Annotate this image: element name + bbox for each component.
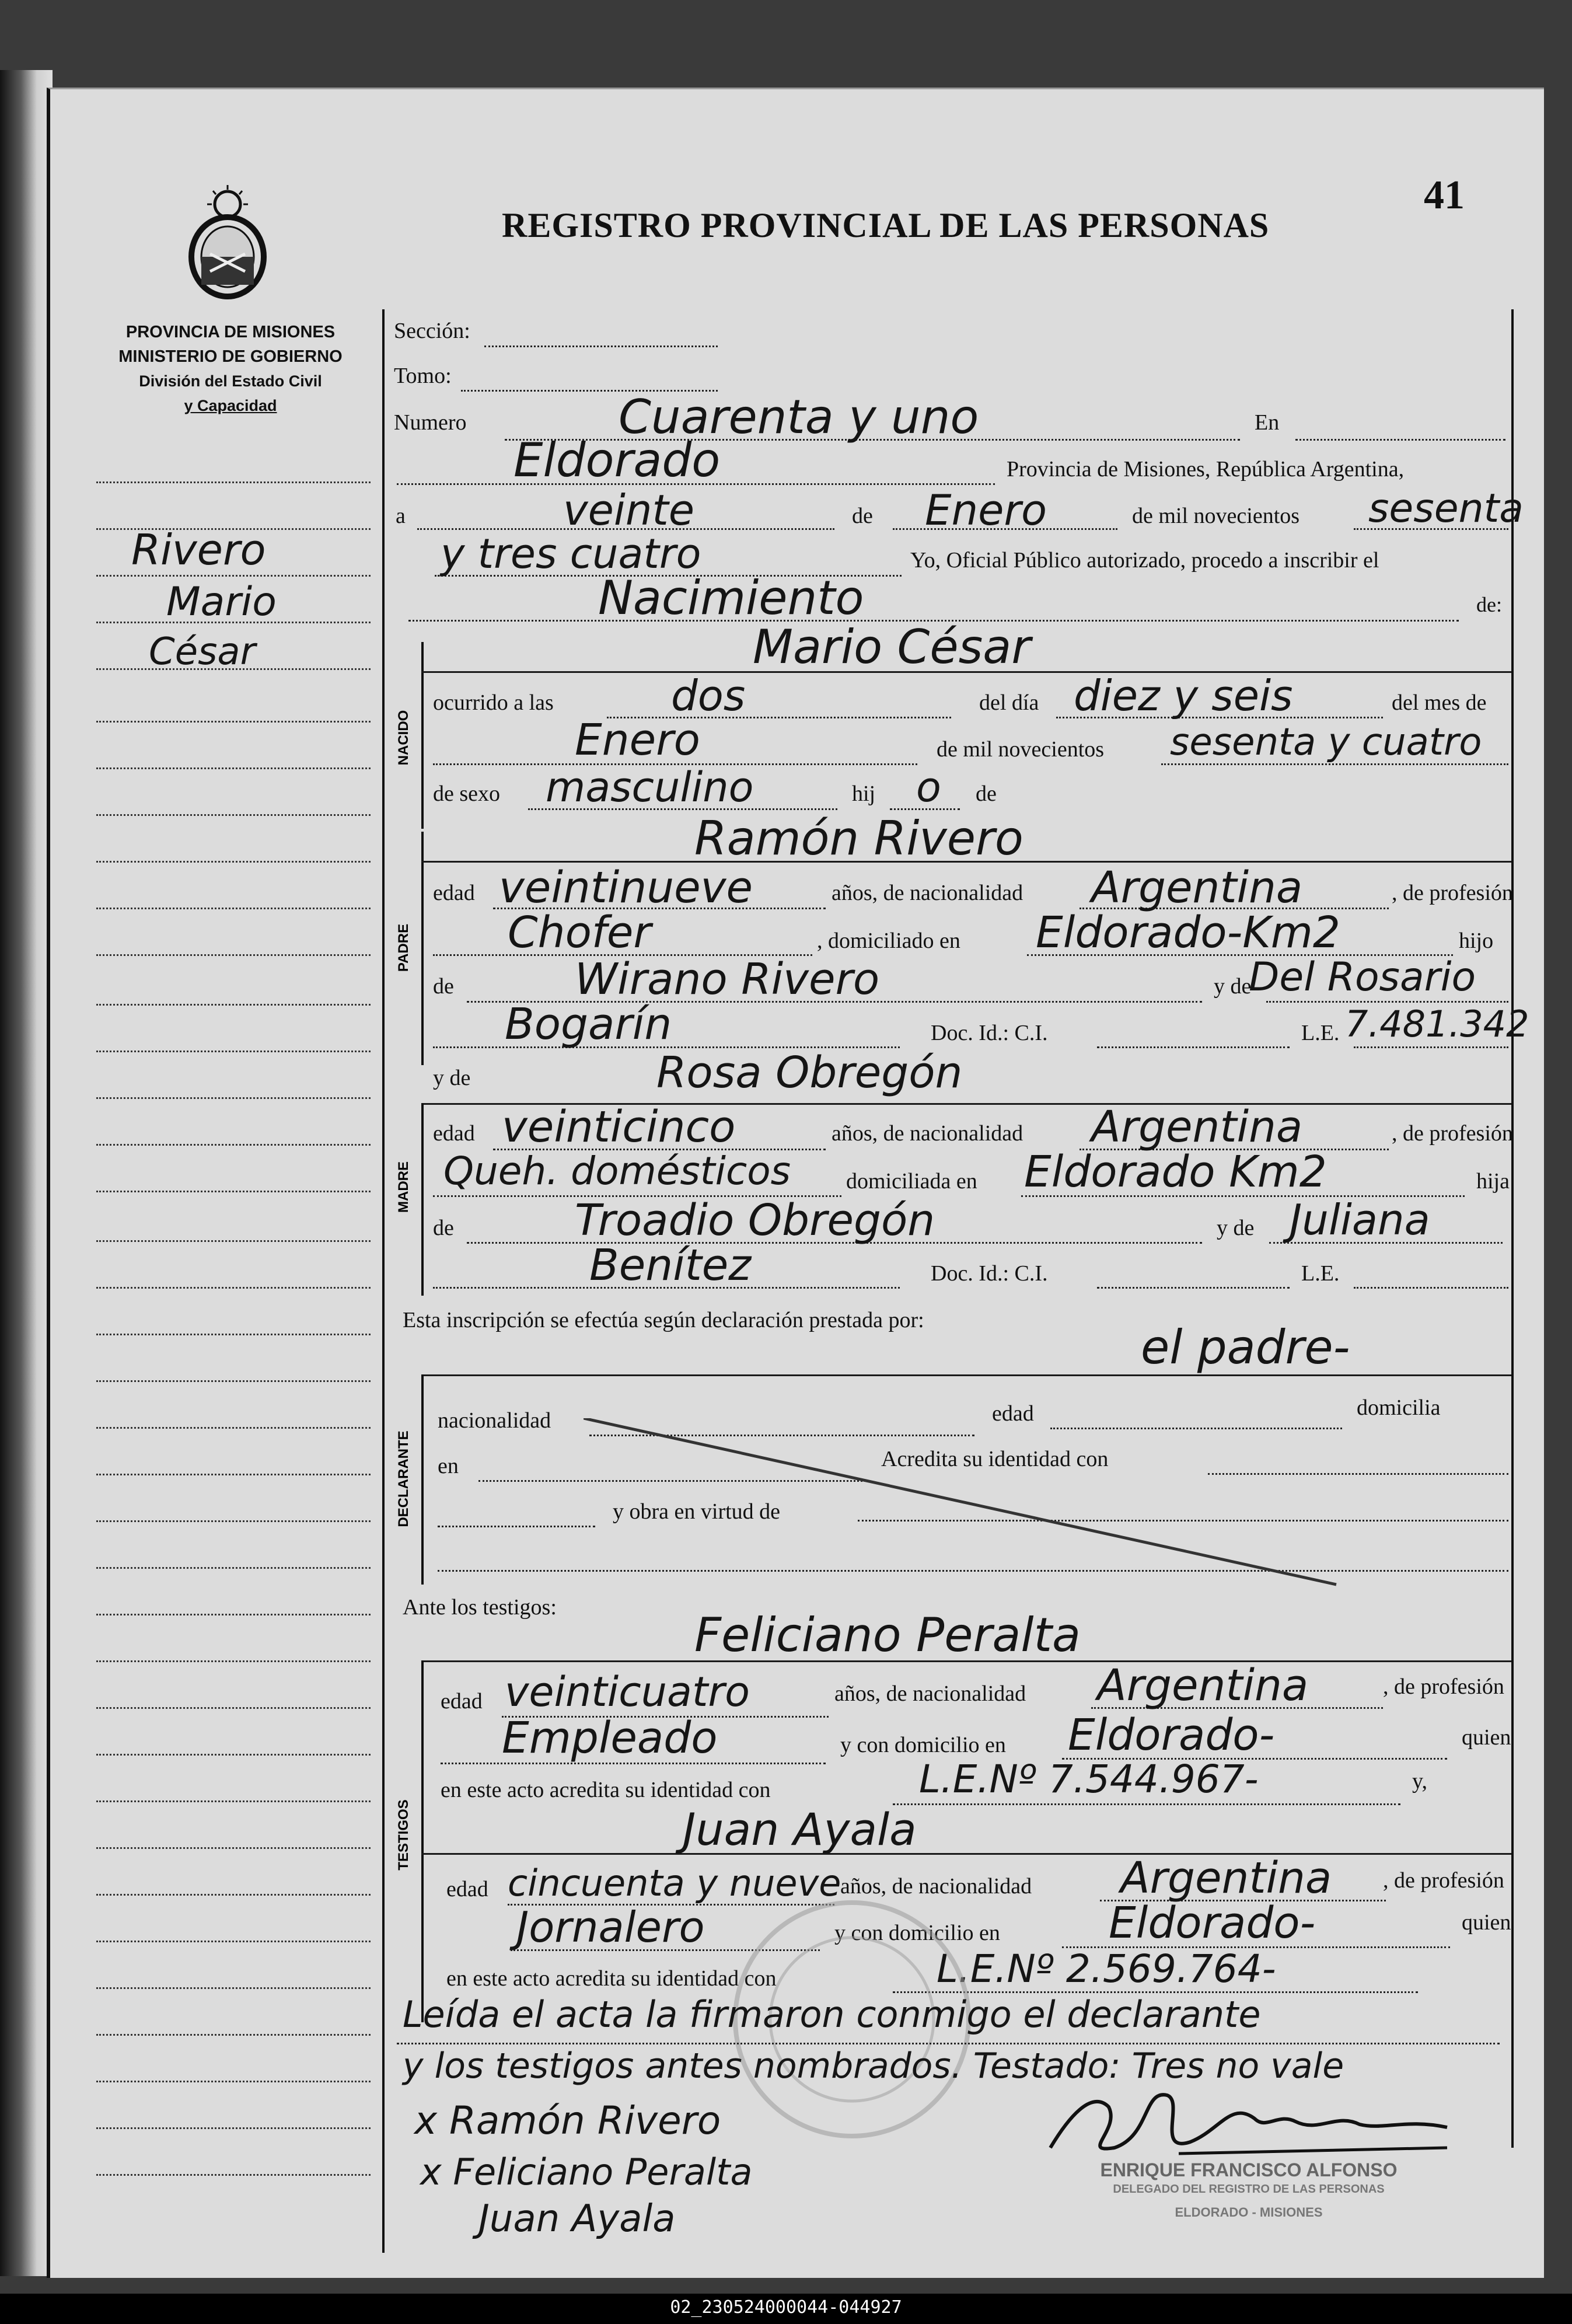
numero-value: Cuarenta y uno [619, 390, 979, 444]
closing-rule-1 [397, 2043, 1500, 2044]
margin-line [96, 1427, 371, 1429]
office-ministry: MINISTERIO DE GOBIERNO [118, 347, 343, 366]
closing-line-2: y los testigos antes nombrados. Testado: Tres no vale [403, 2046, 1344, 2086]
padre-doc-label: Doc. Id.: C.I. [931, 1021, 1048, 1045]
de-label: de [852, 504, 873, 528]
official-signature [1044, 2066, 1453, 2171]
madre-nac-value: Argentina [1091, 1102, 1303, 1152]
declarante-blank-field[interactable] [438, 1526, 595, 1527]
madre-yde-label2: y de [1217, 1216, 1255, 1240]
padre-mother-name: Del Rosario [1249, 954, 1476, 1000]
margin-line [96, 1660, 371, 1662]
margin-line [96, 2127, 371, 2129]
margin-line [96, 1847, 371, 1849]
testigo2-prof-label: , de profesión [1383, 1868, 1504, 1893]
nacido-name: Mario César [753, 620, 1031, 674]
madre-le-field[interactable] [1354, 1287, 1508, 1289]
act-type-value: Nacimiento [598, 571, 864, 625]
oficial-text: Yo, Oficial Público autorizado, procedo a inscribir el [910, 548, 1379, 573]
margin-line [96, 1707, 371, 1709]
madre-hija-label: hija [1476, 1169, 1510, 1194]
provincia-text: Provincia de Misiones, República Argentina, [1007, 457, 1405, 481]
padre-yde-label: y de [1214, 974, 1252, 999]
margin-line [96, 1004, 371, 1006]
year-value-2: y tres cuatro [441, 530, 701, 578]
margin-line [96, 814, 371, 816]
margin-line [96, 1144, 371, 1146]
margin-line [96, 861, 371, 863]
margin-line [96, 767, 371, 769]
margin-line [96, 908, 371, 909]
testigo2-dom-value: Eldorado- [1109, 1898, 1316, 1948]
margin-line [96, 1380, 371, 1382]
declarante-nac-label: nacionalidad [438, 1408, 551, 1433]
cancellation-stroke [584, 1418, 1342, 1587]
madre-dom-value: Eldorado Km2 [1024, 1147, 1327, 1197]
ocurrido-label: ocurrido a las [433, 690, 554, 715]
padre-dom-label: , domiciliado en [817, 929, 960, 953]
madre-father-name: Troadio Obregón [575, 1195, 935, 1245]
declarante-intro: Esta inscripción se efectúa según declaración prestada por: [403, 1308, 924, 1332]
image-id: 02_230524000044-044927 [670, 2297, 902, 2318]
testigo1-acredita-field[interactable] [893, 1803, 1400, 1805]
padre-frame [421, 832, 424, 1065]
official-stamp-title: DELEGADO DEL REGISTRO DE LAS PERSONAS [1113, 2183, 1385, 2196]
testigo2-nac-label: años, de nacionalidad [840, 1874, 1032, 1899]
book-binding [0, 70, 53, 2276]
declarante-section-label: DECLARANTE [396, 1430, 411, 1527]
margin-line [96, 1614, 371, 1615]
padre-edad-value: veintinueve [499, 863, 753, 913]
margin-line [96, 721, 371, 723]
madre-ci-field[interactable] [1097, 1287, 1290, 1289]
argentine-coat-of-arms-icon [181, 184, 274, 301]
madre-mother-surname: Benítez [589, 1240, 752, 1290]
madre-frame [421, 1103, 424, 1296]
declarante-obra-label: y obra en virtud de [613, 1499, 781, 1524]
declarante-edad-label: edad [992, 1401, 1034, 1426]
seccion-field[interactable] [484, 346, 718, 347]
del-mes-label: del mes de [1392, 690, 1487, 715]
signature-testigo-1: x Feliciano Peralta [420, 2151, 753, 2193]
madre-name: Rosa Obregón [656, 1048, 963, 1098]
tomo-label: Tomo: [394, 364, 452, 388]
testigos-frame [421, 1660, 424, 2022]
month-value: Enero [925, 486, 1047, 535]
testigo2-rule [421, 1853, 1511, 1855]
margin-line [96, 575, 371, 577]
madre-doc-label: Doc. Id.: C.I. [931, 1261, 1048, 1286]
testigo1-prof-value: Empleado [502, 1713, 718, 1763]
official-stamp-name: ENRIQUE FRANCISCO ALFONSO [1100, 2159, 1398, 2180]
padre-ci-field[interactable] [1097, 1046, 1290, 1048]
year-text: de mil novecientos [1132, 504, 1300, 528]
margin-line [96, 2174, 371, 2176]
testigo1-edad-label: edad [441, 1689, 483, 1714]
madre-de-label: de [433, 1216, 454, 1240]
day-value: veinte [563, 486, 695, 535]
margin-second-name: César [149, 630, 256, 674]
main-frame-right [1511, 309, 1514, 2148]
de-colon: de: [1476, 593, 1502, 616]
seccion-label: Sección: [394, 319, 470, 343]
madre-le-label: L.E. [1301, 1261, 1340, 1286]
padre-name: Ramón Rivero [694, 811, 1023, 866]
testigo1-nac-value: Argentina [1097, 1660, 1309, 1711]
margin-line [96, 1520, 371, 1522]
padre-prof-value: Chofer [508, 908, 651, 958]
en-field[interactable] [1295, 439, 1505, 441]
padre-nac-label: años, de nacionalidad [832, 881, 1023, 905]
padre-le-field[interactable] [1354, 1046, 1508, 1048]
testigo2-edad-label: edad [446, 1877, 488, 1901]
padre-edad-label: edad [433, 881, 475, 905]
hij-value: o [916, 763, 941, 811]
signature-testigo-2: Juan Ayala [478, 2197, 676, 2241]
signature-padre: x Ramón Rivero [414, 2098, 721, 2143]
testigo1-nac-label: años, de nacionalidad [834, 1681, 1026, 1706]
testigos-section-label: TESTIGOS [396, 1799, 411, 1871]
birth-year-text: de mil novecientos [937, 737, 1105, 762]
nacido-frame [421, 642, 424, 829]
declarante-acredita-label: Acredita su identidad con [881, 1447, 1109, 1471]
testigo1-acredita-label: en este acto acredita su identidad con [441, 1778, 771, 1802]
madre-nac-label: años, de nacionalidad [832, 1121, 1023, 1146]
testigo2-quien: quien [1462, 1910, 1511, 1935]
sexo-label: de sexo [433, 781, 501, 806]
margin-first-name: Mario [166, 579, 277, 625]
declarante-rule [421, 1374, 1511, 1376]
padre-de-label: de [433, 974, 454, 999]
declarante-en-label: en [438, 1454, 459, 1478]
sexo-value: masculino [546, 763, 754, 811]
nacido-section-label: NACIDO [396, 710, 411, 766]
place-value: Eldorado [513, 433, 721, 487]
testigo1-dom-label: y con domicilio en [840, 1733, 1006, 1757]
office-block [88, 320, 373, 418]
testigo1-edad-value: veinticuatro [505, 1668, 750, 1716]
testigo1-y: y, [1412, 1769, 1428, 1793]
testigo1-acredita-value: L.E.Nº 7.544.967- [919, 1757, 1259, 1802]
madre-edad-value: veinticinco [502, 1102, 736, 1152]
margin-line [96, 1987, 371, 1989]
hij-label: hij [852, 781, 876, 806]
en-label: En [1255, 410, 1280, 435]
year-value: sesenta [1368, 486, 1524, 532]
padre-father-name: Wirano Rivero [575, 954, 880, 1004]
testigo2-edad-value: cincuenta y nueve [508, 1862, 841, 1904]
margin-line [96, 1240, 371, 1242]
office-capacity: y Capacidad [184, 397, 277, 414]
nacido-de-label: de [976, 781, 997, 806]
padre-le-label: L.E. [1301, 1021, 1340, 1045]
madre-dom-label: domiciliada en [846, 1169, 977, 1194]
testigo2-prof-value: Jornalero [516, 1903, 705, 1952]
padre-dom-value: Eldorado-Km2 [1036, 908, 1340, 958]
padre-mother-surname: Bogarín [505, 999, 672, 1049]
testigo1-quien: quien [1462, 1725, 1511, 1750]
margin-line [96, 2034, 371, 2036]
hour-value: dos [671, 671, 746, 720]
testigo2-acredita-label: en este acto acredita su identidad con [446, 1966, 777, 1991]
margin-line [96, 1567, 371, 1569]
margin-line [96, 1191, 371, 1192]
padre-section-label: PADRE [396, 923, 411, 972]
declarante-frame [421, 1374, 424, 1585]
birth-month-value: Enero [575, 715, 700, 765]
testigo2-dom-label: y con domicilio en [834, 1921, 1000, 1945]
margin-line [96, 1941, 371, 1942]
page-number: 41 [1424, 173, 1465, 218]
padre-prof-label: , de profesión [1392, 881, 1513, 905]
main-frame-left [382, 309, 385, 2253]
margin-line [96, 481, 371, 483]
testigos-intro: Ante los testigos: [403, 1595, 557, 1620]
madre-edad-label: edad [433, 1121, 475, 1146]
testigo1-dom-value: Eldorado- [1068, 1710, 1275, 1760]
testigo2-acredita-value: L.E.Nº 2.569.764- [937, 1946, 1276, 1991]
margin-line [96, 1474, 371, 1475]
birth-year-value: sesenta y cuatro [1170, 721, 1482, 764]
margin-line [96, 1894, 371, 1896]
madre-prof-label: , de profesión [1392, 1121, 1513, 1146]
birth-day-value: diez y seis [1074, 671, 1293, 720]
padre-hijo-label: hijo [1459, 929, 1494, 953]
madre-yde-label: y de [433, 1066, 471, 1090]
margin-line [96, 2081, 371, 2082]
testigo2-name: Juan Ayala [683, 1803, 917, 1855]
madre-section-label: MADRE [396, 1161, 411, 1213]
margin-line [96, 1754, 371, 1756]
margin-line [96, 1334, 371, 1335]
margin-line [96, 1097, 371, 1099]
page-title: REGISTRO PROVINCIAL DE LAS PERSONAS [502, 206, 1270, 245]
office-division: División del Estado Civil [139, 372, 322, 390]
numero-label: Numero [394, 410, 467, 435]
testigo1-name: Feliciano Peralta [694, 1608, 1081, 1662]
testigo1-rule [421, 1660, 1511, 1662]
margin-line [96, 1800, 371, 1802]
declarante-value: el padre- [1141, 1320, 1350, 1374]
padre-le-value: 7.481.342 [1345, 1003, 1529, 1045]
testigo2-nac-value: Argentina [1120, 1853, 1332, 1903]
margin-line [96, 1287, 371, 1289]
declarante-domicilia-label: domicilia [1357, 1395, 1441, 1420]
a-label: a [396, 504, 406, 528]
padre-nac-value: Argentina [1091, 863, 1303, 913]
official-stamp-place: ELDORADO - MISIONES [1175, 2205, 1323, 2220]
office-province: PROVINCIA DE MISIONES [125, 323, 336, 341]
margin-line [96, 954, 371, 956]
margin-surname: Rivero [131, 525, 266, 574]
del-dia-label: del día [979, 690, 1039, 715]
madre-prof-value: Queh. domésticos [443, 1149, 791, 1194]
closing-line-1: Leída el acta la firmaron conmigo el declarante [403, 1993, 1261, 2036]
madre-mother-name: Juliana [1290, 1195, 1430, 1244]
margin-line [96, 1051, 371, 1052]
testigo1-prof-label: , de profesión [1383, 1674, 1504, 1699]
